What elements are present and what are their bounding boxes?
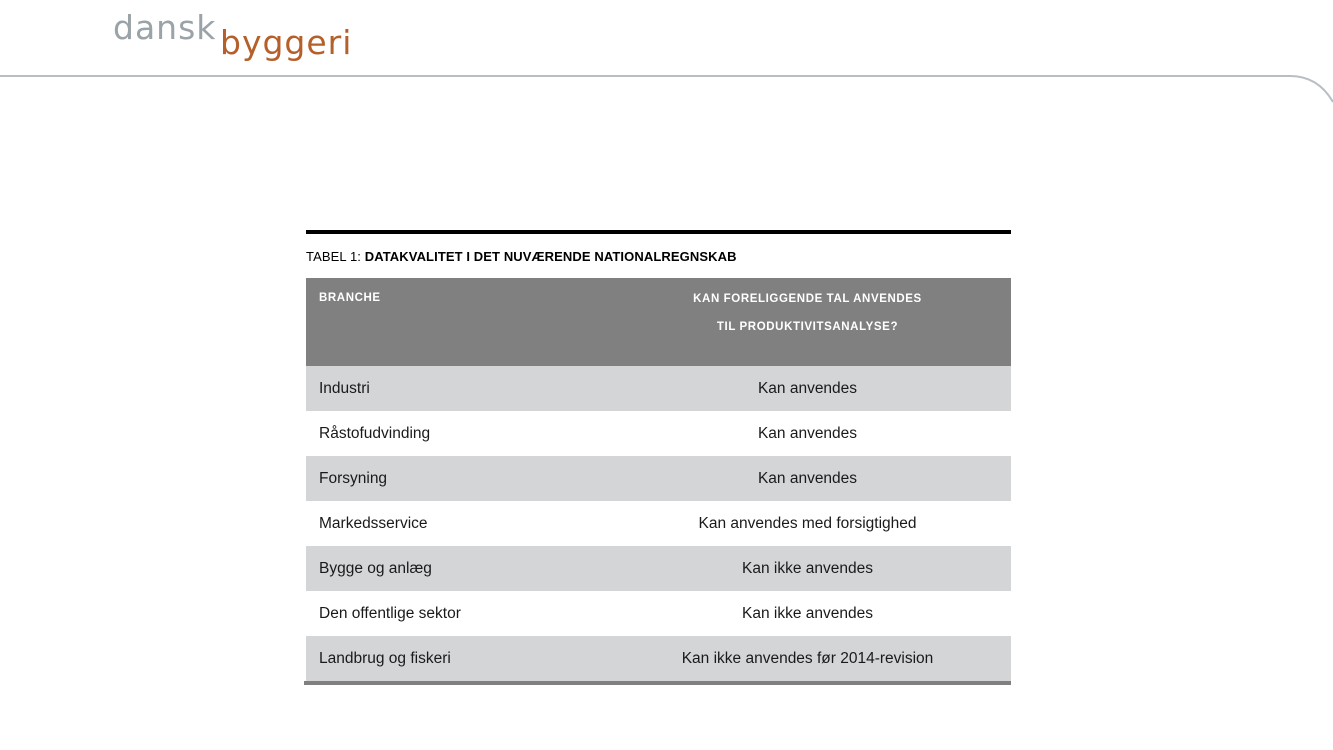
- cell-vurdering: Kan ikke anvendes: [742, 559, 873, 577]
- cell-branche: Råstofudvinding: [319, 424, 431, 442]
- table-top-rule: [306, 230, 1011, 234]
- table-bottom-rule: [304, 681, 1011, 685]
- table-row: [306, 456, 1011, 501]
- table-row: [306, 501, 1011, 546]
- table-row: [306, 546, 1011, 591]
- table-row: [306, 411, 1011, 456]
- table-row: [306, 636, 1011, 681]
- header-divider-curve: [0, 60, 1333, 120]
- header-branche: BRANCHE: [319, 292, 381, 304]
- dansk-byggeri-logo: [113, 8, 358, 63]
- header-usability-line2: TIL PRODUKTIVITSANALYSE?: [716, 321, 899, 333]
- table-header-row: [306, 278, 1011, 366]
- caption-prefix: TABEL 1:: [306, 249, 365, 264]
- cell-vurdering: Kan anvendes med forsigtighed: [698, 514, 917, 532]
- caption-title: DATAKVALITET I DET NUVÆRENDE NATIONALREGNSKAB: [364, 249, 737, 264]
- cell-branche: Industri: [319, 379, 370, 397]
- logo-word-byggeri: byggeri: [220, 23, 353, 62]
- header-usability-line1: KAN FORELIGGENDE TAL ANVENDES: [693, 293, 922, 305]
- cell-branche: Forsyning: [319, 469, 388, 487]
- cell-vurdering: Kan ikke anvendes: [742, 604, 873, 622]
- cell-vurdering: Kan anvendes: [757, 469, 858, 487]
- cell-vurdering: Kan anvendes: [757, 379, 858, 397]
- cell-branche: Landbrug og fiskeri: [319, 649, 451, 667]
- cell-vurdering: Kan anvendes: [757, 424, 858, 442]
- cell-vurdering: Kan ikke anvendes før 2014-revision: [681, 649, 934, 667]
- header-usability: [604, 278, 1011, 366]
- table-row: [306, 591, 1011, 636]
- cell-branche: Bygge og anlæg: [319, 559, 432, 577]
- cell-branche: Markedsservice: [319, 514, 428, 532]
- cell-branche: Den offentlige sektor: [319, 604, 461, 622]
- table-document: [306, 230, 1011, 685]
- table-row: [306, 366, 1011, 411]
- table-caption: [306, 249, 1011, 264]
- logo-word-dansk: dansk: [113, 8, 217, 47]
- data-quality-table: [306, 278, 1011, 681]
